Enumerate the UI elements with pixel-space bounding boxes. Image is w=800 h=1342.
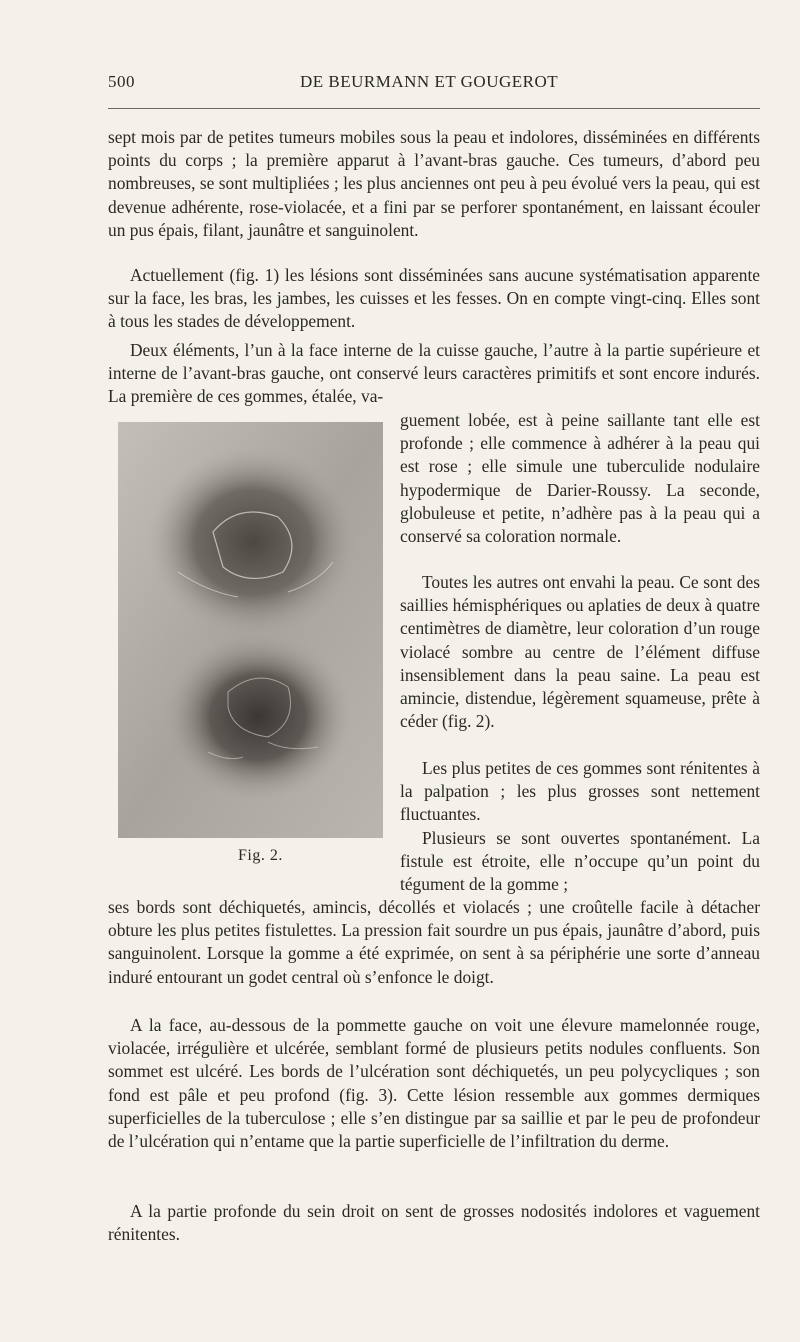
gumma-photograph [118, 422, 383, 838]
paragraph-3a [108, 339, 760, 409]
figure-2-photo [118, 422, 383, 838]
paragraph-3b: guement lobée, est à peine saillante tant elle est profonde ; elle commence à adhérer à la peau qui est rose ; elle simule une tuberculide nodulaire hypodermique de Darier-Roussy. La seconde, globuleuse et petite, n’adhère pas à la peau qui a conservé sa coloration normale. [400, 410, 760, 547]
figure-caption: Fig. 2. [238, 847, 283, 864]
paragraph-3b-first-line: La première de ces gommes, étalée, va- [108, 386, 384, 407]
page-number: 500 [108, 72, 135, 91]
running-title: DE BEURMANN ET GOUGEROT [300, 72, 559, 91]
paragraph-5: Les plus petites de ces gommes sont rénitentes à la palpation ; les plus grosses sont nettement fluctuantes. [400, 758, 760, 825]
paragraph-2: Actuellement (fig. 1) les lésions sont disséminées sans aucune systématisation apparente sur la face, les bras, les jambes, les cuisses et les fesses. On en compte vingt-cinq. Elles sont à tous les stades de développement. [108, 265, 760, 332]
paragraph-3a-text: Deux éléments, l’un à la face interne de la cuisse gauche, l’autre à la partie supérieure et interne de l’avant-bras gauche, ont conservé leurs caractères primitifs et sont encore indurés. [108, 340, 760, 384]
paragraph-4: Toutes les autres ont envahi la peau. Ce sont des saillies hémisphériques ou aplaties de deux à quatre centimètres de diamètre, leur coloration d’un rouge violacé sombre au centre de l’élément diffuse insensiblement dans la peau saine. La peau est amincie, distendue, légèrement squameuse, prête à céder (fig. 2). [400, 572, 760, 732]
paragraph-6a: Plusieurs se sont ouvertes spontanément. La fistule est étroite, elle n’occupe qu’un point du tégument de la gomme ; [400, 828, 760, 895]
paragraph-6b: ses bords sont déchiquetés, amincis, décollés et violacés ; une croûtelle facile à détacher obture les plus petites fistulettes. La pression fait sourdre un pus épais, jaunâtre d’abord, puis sanguinolent. Lorsque la gomme a été exprimée, on sent à sa périphérie une sorte d’anneau induré entourant un godet central où s’enfonce le doigt. [108, 897, 760, 987]
page-header [108, 72, 758, 100]
paragraph-7: A la face, au-dessous de la pommette gauche on voit une élevure mamelonnée rouge, violacée, irrégulière et ulcérée, semblant formé de plusieurs petits nodules confluents. Son sommet est ulcéré. Les bords de l’ulcération sont déchiquetés, un peu polycycliques ; son fond est pâle et peu profond (fig. 3). Cette lésion ressemble aux gommes dermiques superficielles de la tuberculose ; elle s’en distingue par sa saillie et par le peu de profondeur de l’ulcération qui n’entame que la partie superficielle de l’infiltration du derme. [108, 1015, 760, 1152]
header-rule [108, 108, 760, 109]
paragraph-1: sept mois par de petites tumeurs mobiles sous la peau et indolores, disséminées en différents points du corps ; la première apparut à l’avant-bras gauche. Ces tumeurs, d’abord peu nombreuses, se sont multipliées ; les plus anciennes ont peu à peu évolué vers la peau, qui est devenue adhérente, rose-violacée, et a fini par se perforer spontanément, en laissant écouler un pus épais, filant, jaunâtre et sanguinolent. [108, 127, 760, 240]
paragraph-8: A la partie profonde du sein droit on sent de grosses nodosités indolores et vaguement rénitentes. [108, 1201, 760, 1245]
